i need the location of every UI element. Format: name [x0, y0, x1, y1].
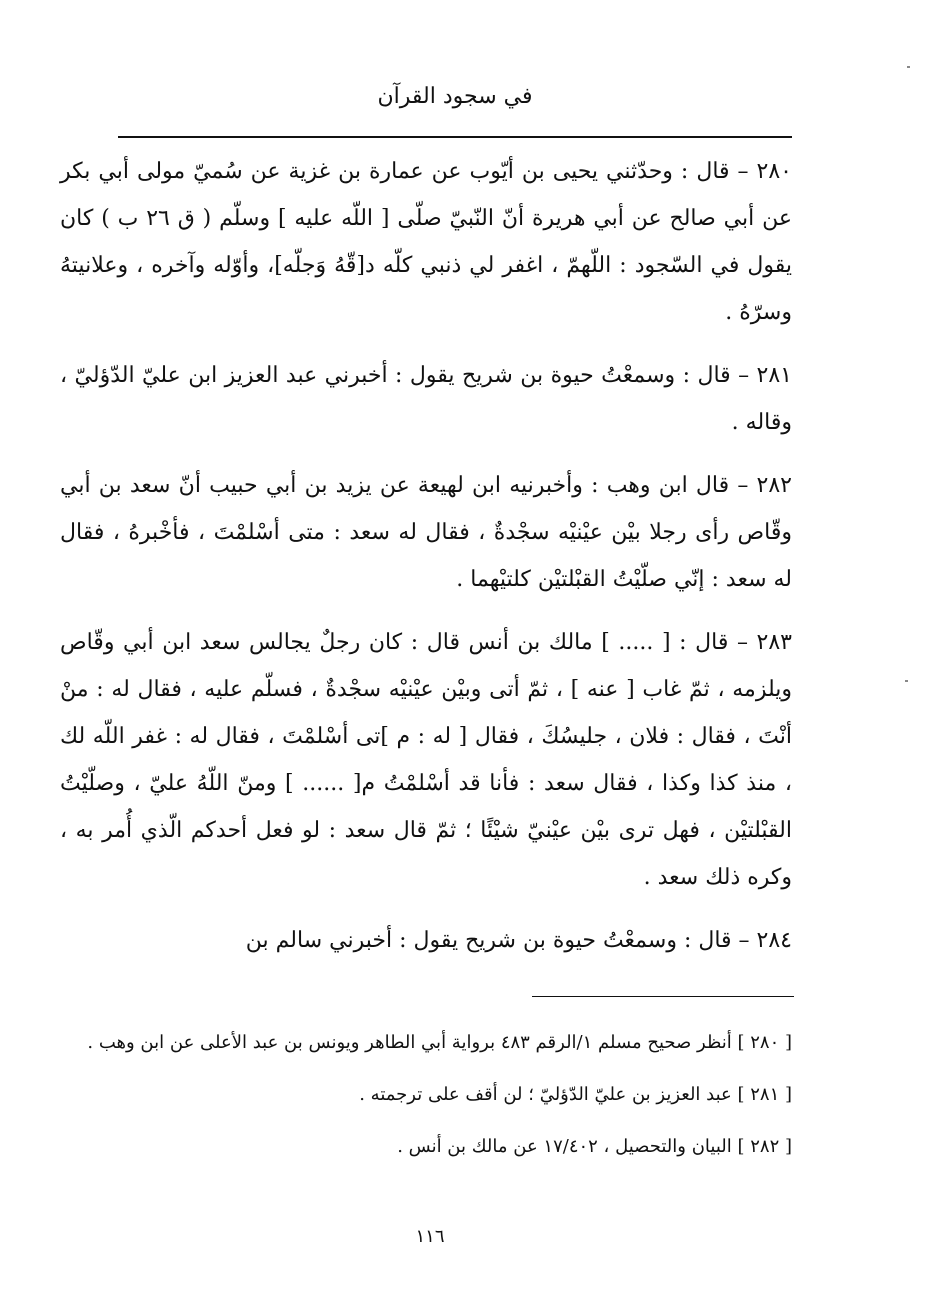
paragraph-text: – قال : وحدّثني يحيى بن أيّوب عن عمارة بن غزية عن سُميّ مولى أبي بكر عن أبي صالح عن أبي هريرة أنّ النّبيّ صلّى [ اللّه عليه ] وسلّم ( ق ٢٦ ب ) كان يقول في السّجود : اللّهمّ ، اغفر لي ذنبي كلّه د[قّهُ وَجلّه]، وأوّله وآخره ، وعلانيتهُ وسرّهُ .: [60, 159, 792, 325]
paragraph-number: ٢٨٣: [756, 630, 792, 655]
paragraph-281: [60, 352, 792, 446]
footnote-281: [ ٢٨١ ] عبد العزيز بن عليّ الدّؤليّ ؛ لن أقف على ترجمته .: [359, 1084, 792, 1105]
footnote-280: [ ٢٨٠ ] أنظر صحيح مسلم ١/الرقم ٤٨٣ برواية أبي الطاهر ويونس بن عبد الأعلى عن ابن وهب .: [87, 1032, 792, 1053]
paragraph-number: ٢٨٢: [756, 473, 792, 498]
footnote-282: [ ٢٨٢ ] البيان والتحصيل ، ١٧/٤٠٢ عن مالك بن أنس .: [397, 1136, 792, 1157]
paragraph-number: ٢٨٠: [756, 159, 792, 184]
paragraph-284: [60, 917, 792, 964]
paragraph-text: – قال : وسمعْتُ حيوة بن شريح يقول : أخبرني عبد العزيز ابن عليّ الدّؤليّ ، وقاله .: [60, 363, 792, 435]
scan-speck: [907, 66, 910, 68]
paragraph-number: ٢٨٤: [756, 928, 792, 953]
paragraph-number: ٢٨١: [756, 363, 792, 388]
header-rule: [118, 136, 792, 138]
paragraph-text: – قال ابن وهب : وأخبرنيه ابن لهيعة عن يزيد بن أبي حبيب أنّ سعد بن أبي وقّاص رأى رجلا بيْن عيْنيْه سجْدةٌ ، فقال له سعد : متى أسْلمْتَ ، فأخْبرهُ ، فقال له سعد : إنّي صلّيْتُ القبْلتيْن كلتيْهما .: [60, 473, 792, 592]
footnote-rule: [532, 996, 794, 997]
page-number: ١١٦: [415, 1226, 445, 1247]
paragraph-text: – قال : وسمعْتُ حيوة بن شريح يقول : أخبرني سالم بن: [245, 928, 757, 953]
paragraph-text: – قال : [ ..... ] مالك بن أنس قال : كان رجلٌ يجالس سعد ابن أبي وقّاص ويلزمه ، ثمّ غاب [ عنه ] ، ثمّ أتى وبيْن عيْنيْه سجْدةٌ ، فسلّم عليه ، فقال له : منْ أنْتَ ، فقال : فلان ، جليسُكَ ، فقال [ له : م ]تى أسْلمْتَ ، فقال له : غفر اللّه لك ، منذ كذا وكذا ، فقال سعد : فأنا قد أسْلمْتُ م[ ...... ] ومنّ اللّهُ عليّ ، وصلّيْتُ القبْلتيْن ، فهل ترى بيْن عيْنيّ شيْئًا ؛ ثمّ قال سعد : لو فعل أحدكم الّذي أُمر به ، وكره ذلك سعد .: [60, 630, 793, 890]
main-text: [60, 148, 792, 964]
running-head: في سجود القرآن: [377, 84, 533, 109]
scan-speck: [905, 680, 908, 682]
paragraph-282: [60, 462, 792, 603]
footnotes: [66, 1024, 792, 1180]
paragraph-283: [60, 619, 792, 901]
paragraph-280: [60, 148, 792, 336]
